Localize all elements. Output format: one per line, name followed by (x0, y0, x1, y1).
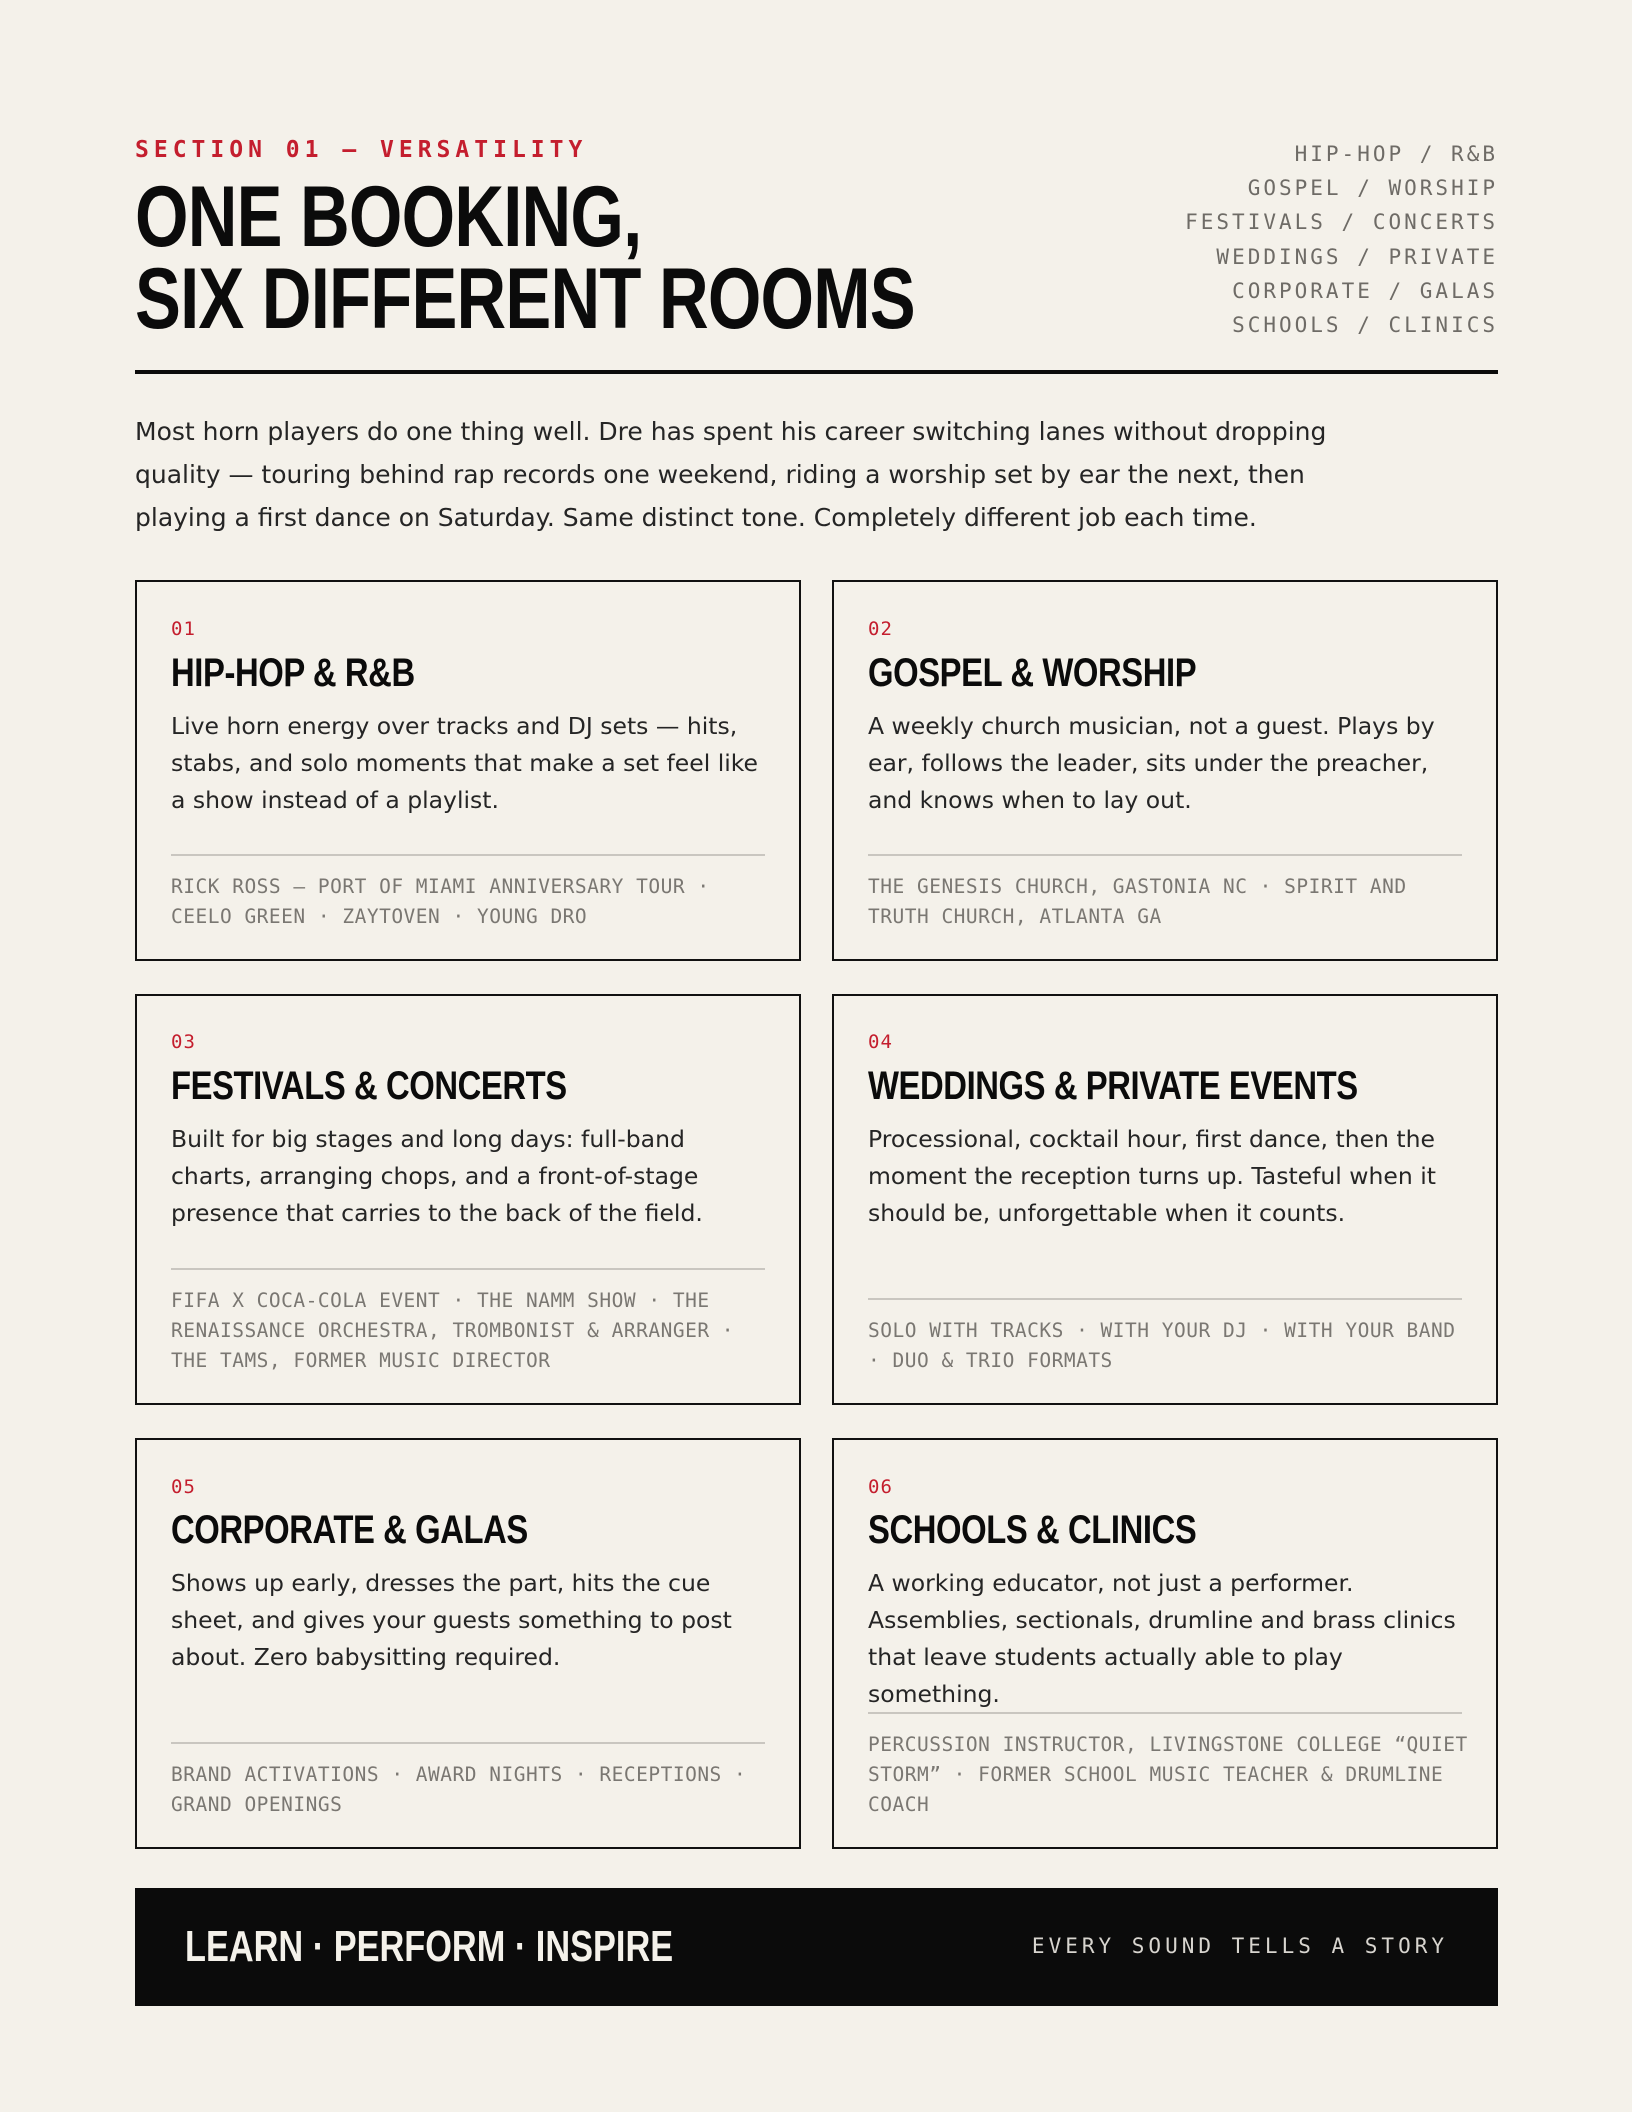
genre-tag: SCHOOLS / CLINICS (1232, 313, 1498, 338)
intro-line: quality — touring behind rap records one weekend, riding a worship set by ear the next, then (135, 460, 1305, 489)
card-divider (171, 1268, 765, 1270)
card-credits: PERCUSSION INSTRUCTOR, LIVINGSTONE COLLEGE “QUIET STORM” · FORMER SCHOOL MUSIC TEACHER & DRUMLINE COACH (868, 1733, 1468, 1816)
card-description: A weekly church musician, not a guest. Plays by ear, follows the leader, sits under the preacher, and knows when to lay out. (868, 712, 1435, 814)
section-eyebrow: SECTION 01 — VERSATILITY (135, 137, 588, 163)
intro-line: playing a first dance on Saturday. Same distinct tone. Completely different job each time. (135, 503, 1257, 532)
service-card-weddings (832, 994, 1498, 1405)
card-credits: FIFA X COCA-COLA EVENT · THE NAMM SHOW · THE RENAISSANCE ORCHESTRA, TROMBONIST & ARRANGER · THE TAMS, FORMER MUSIC DIRECTOR (171, 1289, 735, 1372)
service-card-corporate (135, 1438, 801, 1849)
card-credits: SOLO WITH TRACKS · WITH YOUR DJ · WITH YOUR BAND · DUO & TRIO FORMATS (868, 1319, 1456, 1372)
card-title: FESTIVALS & CONCERTS (171, 1064, 567, 1108)
genre-tag: GOSPEL / WORSHIP (1247, 176, 1498, 201)
card-credits: THE GENESIS CHURCH, GASTONIA NC · SPIRIT AND TRUTH CHURCH, ATLANTA GA (868, 875, 1407, 928)
page-title (135, 169, 915, 347)
service-card-festivals (135, 994, 801, 1405)
card-description: Built for big stages and long days: full-band charts, arranging chops, and a front-of-stage presence that carries to the back of the field. (171, 1125, 703, 1227)
card-description: Shows up early, dresses the part, hits the cue sheet, and gives your guests something to post about. Zero babysitting required. (171, 1569, 732, 1671)
card-divider (171, 1742, 765, 1744)
card-divider (868, 1298, 1462, 1300)
service-card-hiphop (135, 580, 801, 961)
card-number: 02 (868, 618, 893, 640)
genre-tag: CORPORATE / GALAS (1232, 278, 1498, 303)
card-title: WEDDINGS & PRIVATE EVENTS (868, 1064, 1358, 1108)
genre-tag: HIP-HOP / R&B (1294, 142, 1498, 166)
service-card-schools (832, 1438, 1498, 1849)
page-title-line-1: ONE BOOKING, (135, 169, 642, 265)
card-number: 05 (171, 1476, 196, 1498)
card-number: 06 (868, 1476, 893, 1498)
footer-banner (135, 1888, 1498, 2006)
card-credits: RICK ROSS — PORT OF MIAMI ANNIVERSARY TOUR · CEELO GREEN · ZAYTOVEN · YOUNG DRO (171, 875, 710, 928)
footer-tagline: EVERY SOUND TELLS A STORY (1031, 1934, 1448, 1958)
genre-tag: FESTIVALS / CONCERTS (1185, 210, 1498, 235)
intro-paragraph (135, 410, 1345, 539)
header-divider (135, 370, 1498, 374)
card-title: HIP-HOP & R&B (171, 651, 415, 695)
genre-tag-list (1185, 137, 1498, 342)
card-description: A working educator, not just a performer. Assemblies, sectionals, drumline and brass clinics that leave students actually able to play something. (868, 1569, 1456, 1708)
card-credits: BRAND ACTIVATIONS · AWARD NIGHTS · RECEPTIONS · GRAND OPENINGS (171, 1763, 747, 1816)
card-description: Live horn energy over tracks and DJ sets — hits, stabs, and solo moments that make a set feel like a show instead of a playlist. (171, 712, 758, 814)
card-number: 03 (171, 1031, 196, 1053)
intro-line: Most horn players do one thing well. Dre has spent his career switching lanes without dropping (135, 417, 1327, 446)
card-divider (171, 854, 765, 856)
page (135, 0, 1498, 2112)
page-title-line-2: SIX DIFFERENT ROOMS (135, 251, 915, 347)
card-number: 01 (171, 618, 196, 640)
card-title: SCHOOLS & CLINICS (868, 1508, 1197, 1552)
card-divider (868, 854, 1462, 856)
card-description: Processional, cocktail hour, first dance, then the moment the reception turns up. Tasteful when it should be, unforgettable when it counts. (868, 1125, 1436, 1227)
card-divider (868, 1712, 1462, 1714)
genre-tag: WEDDINGS / PRIVATE (1216, 244, 1498, 269)
footer-slogan: LEARN · PERFORM · INSPIRE (185, 1922, 674, 1971)
card-number: 04 (868, 1031, 893, 1053)
service-card-gospel (832, 580, 1498, 961)
card-title: CORPORATE & GALAS (171, 1508, 528, 1552)
card-title: GOSPEL & WORSHIP (868, 651, 1197, 695)
